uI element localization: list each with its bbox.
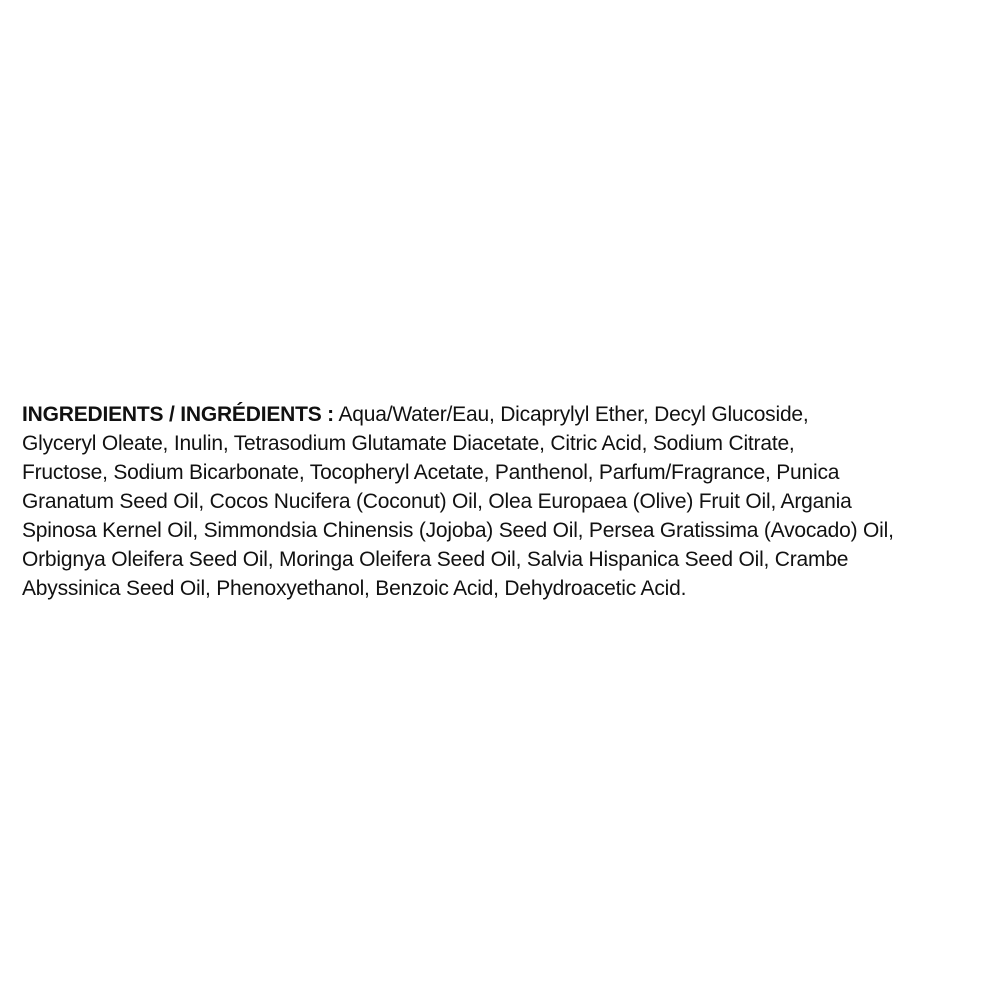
- ingredients-line-1: [22, 400, 982, 429]
- ingredients-list: [22, 400, 982, 603]
- ingredients-text: Aqua/Water/Eau, Dicaprylyl Ether, Decyl Glucoside,: [333, 403, 809, 426]
- ingredients-line-2: Glyceryl Oleate, Inulin, Tetrasodium Glutamate Diacetate, Citric Acid, Sodium Citrate,: [22, 432, 795, 455]
- ingredients-line-4: Granatum Seed Oil, Cocos Nucifera (Coconut) Oil, Olea Europaea (Olive) Fruit Oil, Argania: [22, 490, 852, 513]
- ingredients-line-5: Spinosa Kernel Oil, Simmondsia Chinensis (Jojoba) Seed Oil, Persea Gratissima (Avocado) Oil,: [22, 519, 894, 542]
- ingredients-line-6: Orbignya Oleifera Seed Oil, Moringa Oleifera Seed Oil, Salvia Hispanica Seed Oil, Crambe: [22, 548, 849, 571]
- ingredients-line-3: Fructose, Sodium Bicarbonate, Tocopheryl Acetate, Panthenol, Parfum/Fragrance, Punica: [22, 461, 840, 484]
- ingredients-heading: INGREDIENTS / INGRÉDIENTS :: [22, 403, 334, 426]
- ingredients-line-7: Abyssinica Seed Oil, Phenoxyethanol, Benzoic Acid, Dehydroacetic Acid.: [22, 577, 687, 600]
